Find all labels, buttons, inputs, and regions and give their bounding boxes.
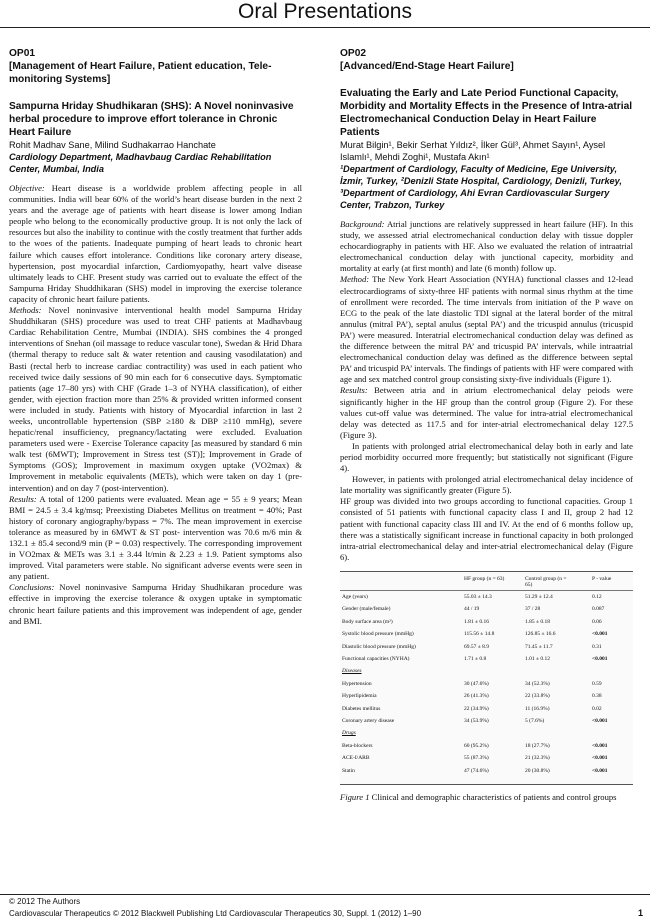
table-cell: 30 (47.6%) xyxy=(464,680,489,687)
table-cell: 71.45 ± 11.7 xyxy=(525,643,553,650)
running-header: Oral Presentations xyxy=(238,0,412,23)
table-cell: Functional capacities (NYHA) xyxy=(342,655,410,662)
copyright: © 2012 The Authors xyxy=(9,897,81,906)
abstract-body xyxy=(9,183,302,627)
table-cell: <0.001 xyxy=(592,631,608,638)
table-header xyxy=(340,574,633,591)
table-cell: 115.56 ± 14.8 xyxy=(464,631,495,638)
table-cell: 55.03 ± 14.3 xyxy=(464,593,492,600)
figure-1-table xyxy=(340,571,633,785)
table-cell: 1.71 ± 0.8 xyxy=(464,655,487,662)
page-number: 1 xyxy=(637,908,643,918)
table-cell: Beta-blockers xyxy=(342,742,373,749)
results-text: Between atria and in atrium electromechanical delay peiods were significantly higher in the HF group than the control group (Figure 2). For these values cut-off value was determined. The value for intra-atrial electromechanical delay was detected as 117.5 and for inter-atrial electromechanical delay 127.5 (Figure 3). xyxy=(340,385,633,440)
table-cell: Drugs xyxy=(342,730,356,737)
abstract-code: OP01 xyxy=(9,48,36,59)
table-row xyxy=(340,681,633,688)
table-cell: 69.57 ± 8.9 xyxy=(464,643,490,650)
table-row xyxy=(340,631,633,638)
conclusions-label: Conclusions: xyxy=(9,582,55,593)
table-cell: ACE-I/ARB xyxy=(342,755,370,762)
table-cell: Diastolic blood pressure (mmHg) xyxy=(342,643,416,650)
table-cell: 126.85 ± 16.6 xyxy=(525,631,556,638)
table-cell: 47 (74.6%) xyxy=(464,767,489,774)
results-text: A total of 1200 patients were evaluated. Mean age = 55 ± 9 years; Mean BMI = 24.5 ± 3.4 kg/msq; Preexisting Diabetes Mellitus on treatment = 40%; Past history of coronary angiography/bypass = 7%. The mean improvement in exercise tolerance as measured by in 6MWT & ST post- intervention was 70.6 m/6 min & 132.1 ± 85.4 second/9 min (P = 0.03) respectively. The corresponding improvement in VO2max & METs was 3.1 ± 3.44 lt/min & 2.23 ± 1.9. Patient symptoms also improved. Vital parameters were stable. No significant adverse events were seen in any patient. xyxy=(9,493,302,582)
table-cell: 0.06 xyxy=(592,618,602,625)
table-row xyxy=(340,656,633,663)
table-cell: Diseases xyxy=(342,668,362,675)
table-cell: Statin xyxy=(342,767,355,774)
table-cell: 0.12 xyxy=(592,593,602,600)
table-header-cell: P - value xyxy=(592,575,612,582)
table-cell: <0.001 xyxy=(592,755,608,762)
background-label: Background: xyxy=(340,219,385,229)
table-cell: Coronary artery disease xyxy=(342,717,395,724)
table-cell: 1.85 ± 0.18 xyxy=(525,618,551,625)
table-row xyxy=(340,693,633,700)
table-cell: 20 (30.8%) xyxy=(525,767,550,774)
abstract-category: [Management of Heart Failure, Patient education, Tele-monitoring Systems] xyxy=(9,61,272,85)
abstract-category: [Advanced/End-Stage Heart Failure] xyxy=(340,61,514,72)
table-header-cell: Control group (n = 65) xyxy=(525,575,567,589)
table-row xyxy=(340,768,633,775)
table-cell: <0.001 xyxy=(592,742,608,749)
abstract-affiliation: ¹Department of Cardiology, Faculty of Medicine, Ege University, İzmir, Turkey, ²Denizli State Hospital, Cardiology, Denizli, Turkey, ³Department of Cardiology, Ahi Evran Cardiovascular Surgery Center, Trabzon, Turkey xyxy=(340,164,622,210)
methods-label: Methods: xyxy=(9,305,42,316)
paragraph: In patients with prolonged atrial electromechanical delay both in early and late period morbidity occurred more frequently; but statistically not significant (Figure 4). xyxy=(340,440,633,474)
abstract-authors: Murat Bilgin¹, Bekir Serhat Yıldız², İlker Gül³, Ahmet Sayın¹, Aysel Islamlı¹, Mehdi Zoghi¹, Mustafa Akın¹ xyxy=(340,140,606,162)
table-cell: 21 (32.3%) xyxy=(525,755,550,762)
table-cell: 51.29 ± 12.4 xyxy=(525,593,553,600)
table-cell: Body surface area (m²) xyxy=(342,618,393,625)
table-row xyxy=(340,755,633,762)
method-label: Method: xyxy=(340,274,370,285)
method-text: The New York Heart Association (NYHA) functional classes and 12-lead electrocardiograms of sixty-three HF patients with normal sinus rhythm at the time of enrollment were recorded. The time intervals from initiation of the P wave on ECG to the peak of the late diastolic TDI signal at the lateral border of the mitral annulus (mitral PA’), septal anulus (septal PA’) and the tricuspid annulus (tricuspid PA’) were measured. Interatrial electromechanical conduction delay was defined as the difference between the mitral PA’ and tricuspid PA’ intervals, while intraatrial electromechanical conduction delay was defined as the difference between septal PA’ and tricuspid PA’ intervals. The findings of patients with HF were compared with age and sex matched control group consisting sixty-five individuals (Figure 1). xyxy=(340,274,633,385)
objective-label: Objective: xyxy=(9,183,45,193)
table-row xyxy=(340,743,633,750)
abstract-affiliation: Cardiology Department, Madhavbaug Cardiac Rehabilitation Center, Mumbai, India xyxy=(9,152,272,174)
results-label: Results: xyxy=(9,493,37,504)
table-cell: 34 (53.9%) xyxy=(464,717,489,724)
table-row xyxy=(340,644,633,651)
conclusions-text: Novel noninvasive Sampurna Hriday Shudhikaran procedure was effective in improving the exercise tolerance & oxygen uptake in symptomatic chronic heart failure patients and this improvement was independent of age, gender and BMI. xyxy=(9,582,302,626)
table-cell: 11 (16.9%) xyxy=(525,705,550,712)
caption-label: Figure 1 xyxy=(340,791,370,802)
table-cell: 60 (95.2%) xyxy=(464,742,489,749)
table-cell: 22 (34.9%) xyxy=(464,705,489,712)
abstract-authors: Rohit Madhav Sane, Milind Sudhakarrao Hanchate xyxy=(9,140,216,150)
table-cell: 0.59 xyxy=(592,680,602,687)
footer-rule xyxy=(0,894,650,895)
abstract-title: Evaluating the Early and Late Period Functional Capacity, Morbidity and Mortality Effects in the Presence of Intra-atrial Electromechanical Conduction Delay in Heart Failure Patients xyxy=(340,88,633,138)
table-cell: 0.02 xyxy=(592,705,602,712)
right-column xyxy=(340,47,633,803)
footer xyxy=(9,896,421,920)
table-cell: 0.31 xyxy=(592,643,602,650)
methods-text: Novel noninvasive interventional health model Sampurna Hriday Shuddhikaran (SHS) procedure was used to treat CHF patients at Madhavbaug Cardiac Rehabilitation Centre, Mumbai (INDIA). SHS combines the 4 pronged interventions of Snehan (oil massage to reduce vascular tone), Swedan & Hrid Dhara (thermal therapy to reduce salt & water retention and causing vasodilatation) and Basti (rectal herb to increase cardiac contractility) was used in each patient who received twice daily sessions of 90 min each for 6 consecutive days. Symptomatic patients (age 17–80 yrs) with CHF (Grade 1–3 of NYHA classification), of either gender, with ejection fraction more than 25% & provided written informed consent were included in study. Patients with history of Myocardial infarction in last 2 weeks, uncontrollable hypertension (SBP ≥180 & DBP ≥110 mmHg), severe hepatic/renal insufficiency, pregnancy/lactating were excluded. Evaluation parameters used were - Exercise Tolerance capacity [as measured by standard 6 min walk test (6MWT); Improvement in Stress test (ST)]; Improvement in Grade of Symptoms (GOS); Improvement in maximum oxygen uptake (VO2max) & Improvement in metabolic equivalents (METs), which were taken on day 1 (pre-intervention) and on day 7 (post-intervention). xyxy=(9,305,302,493)
journal-citation: Cardiovascular Therapeutics © 2012 Blackwell Publishing Ltd Cardiovascular Therapeutics 30, Suppl. 1 (2012) 1–90 xyxy=(9,909,422,918)
table-row xyxy=(340,706,633,713)
table-cell: <0.001 xyxy=(592,767,608,774)
table-cell: 37 / 28 xyxy=(525,606,541,613)
objective-text: Heart disease is a worldwide problem affecting people in all communities. India will bear 60% of the world’s heart disease burden in the next 2 years and the average age of patients with heart disease is lower among Indian people who belong to the economically productive group. It is not only the lack of resources but also the inability to continue with the costly treatment that further adds to the woes of the patients. Inadequate pumping of heart leads to chronic heart failure which causes effort intolerance. Conditions like coronary artery disease, hypertension, post myocardial infarction, Cardiomyopathy, heart valve disease ultimately leads to CHF. Present study was carried out to evaluate the effect of the Sampurna Hriday Shuddhikaran (SHS) model in improving the exercise tolerance capacity of chronic heart failure patients. xyxy=(9,183,302,304)
results-label: Results: xyxy=(340,385,368,396)
table-row xyxy=(340,594,633,601)
table-cell: 22 (33.8%) xyxy=(525,693,550,700)
table-cell: 0.087 xyxy=(592,606,605,613)
table-cell: Age (years) xyxy=(342,593,368,600)
table-cell: Hypertension xyxy=(342,680,372,687)
paragraph: HF group was divided into two groups according to functional capacities. Group 1 consisted of 51 patients with functional capacity class I and II, group 2 had 12 patient with functional capacity class III and IV. At the end of 6 months follow up, there was a statistically significant increase in functional capacity in both prolonged intra-atrial electromechanical delay and inter-atrial electromechanical delay (Figure 6). xyxy=(340,496,633,562)
table-cell: <0.001 xyxy=(592,717,608,724)
table-cell: 26 (41.3%) xyxy=(464,693,489,700)
table-cell: 55 (87.3%) xyxy=(464,755,489,762)
table-row xyxy=(340,619,633,626)
abstract-title: Sampurna Hriday Shudhikaran (SHS): A Novel noninvasive herbal procedure to improve effort tolerance in Chronic Heart Failure xyxy=(9,101,294,138)
table-cell: Systolic blood pressure (mmHg) xyxy=(342,631,414,638)
table-row xyxy=(340,730,633,737)
table-row xyxy=(340,718,633,725)
table-row xyxy=(340,606,633,613)
table-cell: 34 (52.3%) xyxy=(525,680,550,687)
header-rule xyxy=(0,27,650,28)
table-cell: 44 / 19 xyxy=(464,606,480,613)
abstract-body xyxy=(340,219,633,563)
table-cell: Diabetes mellitus xyxy=(342,705,381,712)
table-cell: 0.38 xyxy=(592,693,602,700)
table-cell: 1.01 ± 0.12 xyxy=(525,655,551,662)
abstract-code: OP02 xyxy=(340,48,367,59)
background-text: Atrial junctions are relatively suppressed in heart failure (HF). In this study, we assessed atrial electromechanical conduction delay with tissue doppler echocardiography in patients with HF. Also we evaluated the relation of intraatrial electromechanical conduction delay with junctional capecity, morbidity and mortality at early (at first month) and late (6 month) follow up. xyxy=(340,219,633,274)
figure-caption xyxy=(340,792,633,803)
table-cell: Gender (male/female) xyxy=(342,606,391,613)
table-cell: Hyperlipidemia xyxy=(342,693,377,700)
paragraph: However, in patients with prolonged atrial electromechanical delay incidence of late mortality was significantly greater (Figure 5). xyxy=(340,474,633,496)
table-cell: 1.81 ± 0.16 xyxy=(464,618,490,625)
table-row xyxy=(340,668,633,675)
table-cell: 5 (7.6%) xyxy=(525,717,545,724)
table-cell: 18 (27.7%) xyxy=(525,742,550,749)
left-column xyxy=(9,47,302,627)
caption-text: Clinical and demographic characteristics of patients and control groups xyxy=(369,791,617,802)
table-cell: <0.001 xyxy=(592,655,608,662)
table-header-cell: HF group (n = 63) xyxy=(464,575,505,582)
